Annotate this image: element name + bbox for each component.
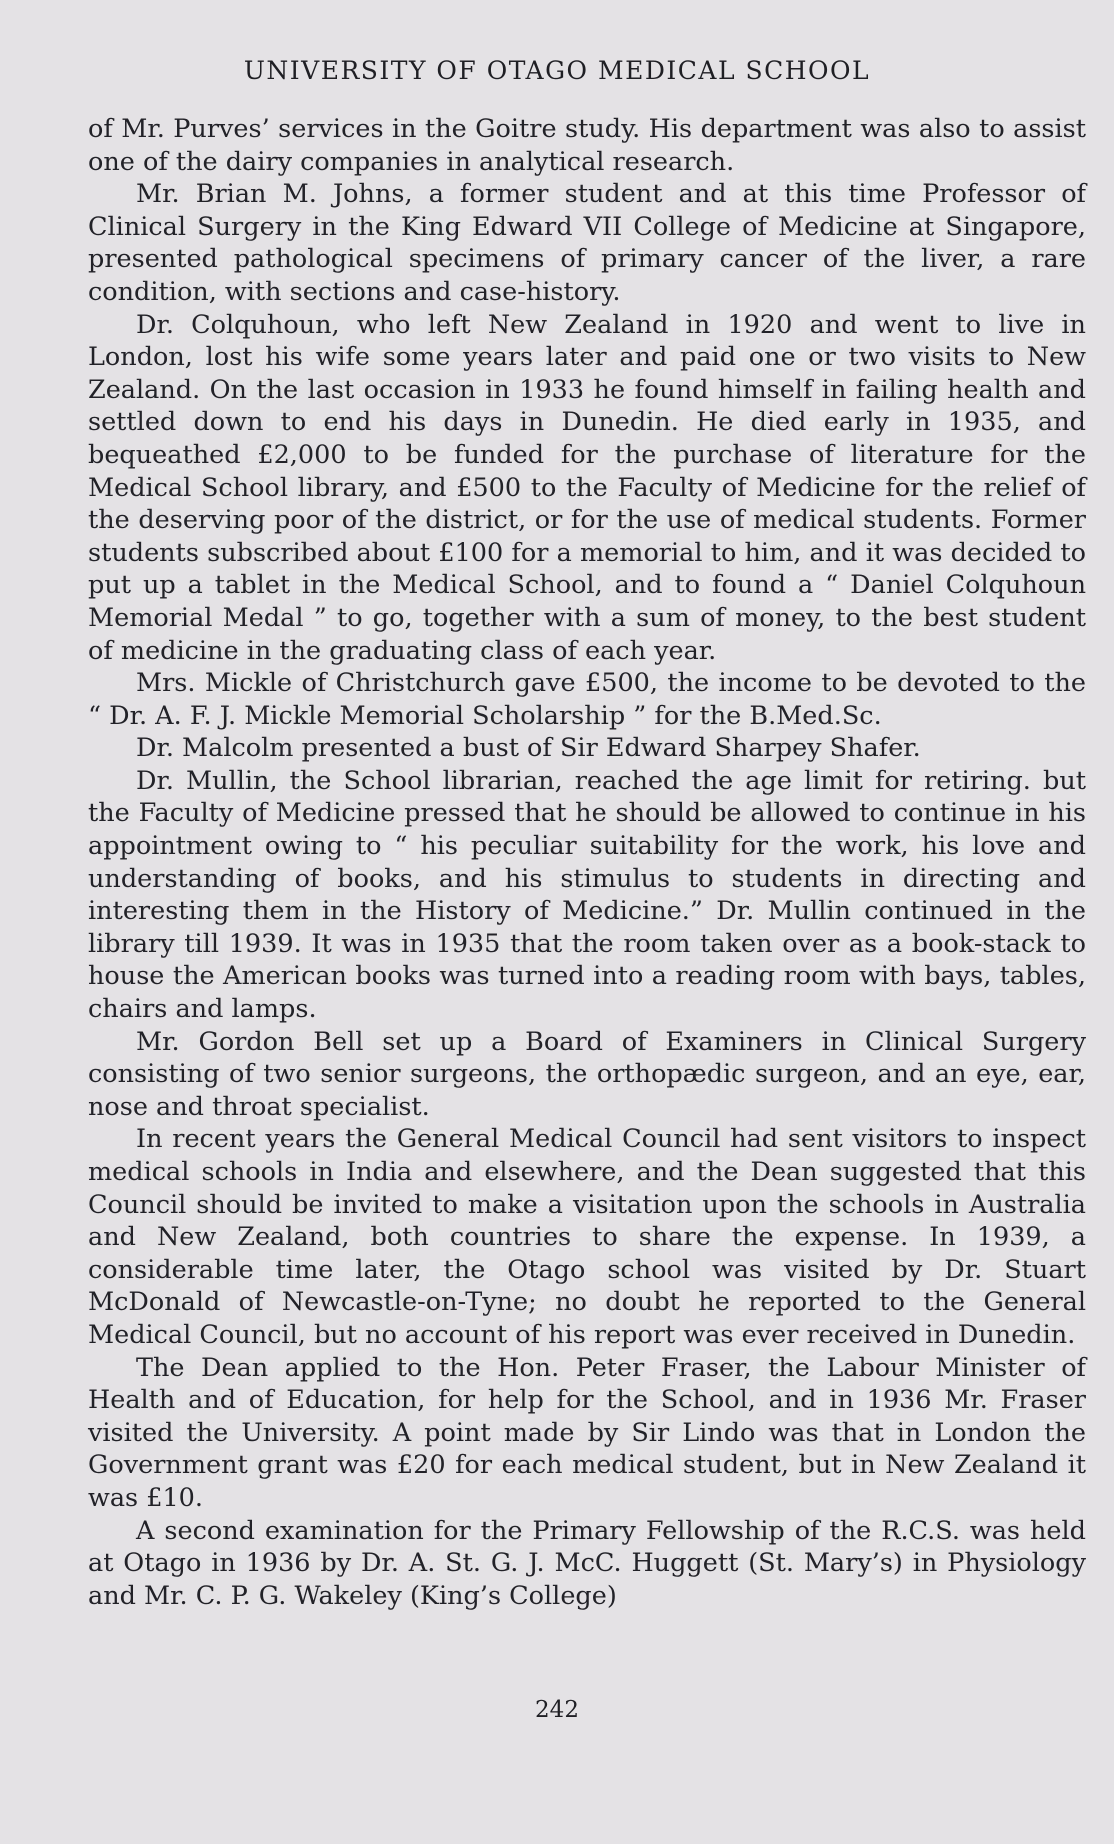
body-text — [88, 113, 1086, 1612]
paragraph-johns: Mr. Brian M. Johns, a former student and at this time Professor of Clinical Surgery in the King Edward VII College of Medicine at Singapore, presented pathological specimens of primary cancer of the liver, a rare condition, with sections and case-history. — [88, 179, 1086, 307]
running-header: UNIVERSITY OF OTAGO MEDICAL SCHOOL — [243, 56, 871, 85]
paragraph-malcolm: Dr. Malcolm presented a bust of Sir Edward Sharpey Shafer. — [136, 733, 921, 764]
paragraph-mickle: Mrs. Mickle of Christchurch gave £500, the income to be devoted to the “ Dr. A. F. J. Mickle Memorial Scholarship ” for the B.Med.Sc. — [88, 668, 1086, 731]
paragraph-purves: of Mr. Purves’ services in the Goitre study. His department was also to assist one of the dairy companies in analytical research. — [88, 114, 1086, 177]
paragraph-gordon-bell: Mr. Gordon Bell set up a Board of Examiners in Clinical Surgery consisting of two senior surgeons, the orthopædic surgeon, and an eye, ear, nose and throat specialist. — [88, 1026, 1086, 1122]
paragraph-fellowship-exam: A second examination for the Primary Fellowship of the R.C.S. was held at Otago in 1936 by Dr. A. St. G. J. McC. Huggett (St. Mary’s) in Physiology and Mr. C. P. G. Wakeley (King’s College) — [88, 1515, 1086, 1611]
paragraph-fraser: The Dean applied to the Hon. Peter Fraser, the Labour Minister of Health and of Education, for help for the School, and in 1936 Mr. Fraser visited the University. A point made by Sir Lindo was that in London the Government grant was £20 for each medical student, but in New Zealand it was £10. — [88, 1352, 1086, 1513]
paragraph-mullin: Dr. Mullin, the School librarian, reached the age limit for retiring. but the Faculty of Medicine pressed that he should be allowed to continue in his appointment owing to “ his peculiar suitability for the work, his love and understanding of books, and his stimulus to students in directing and interesting them in the History of Medicine.” Dr. Mullin continued in the library till 1939. It was in 1935 that the room taken over as a book-stack to house the American books was turned into a reading room with bays, tables, chairs and lamps. — [88, 765, 1086, 1025]
page-number: 242 — [535, 1697, 579, 1723]
paragraph-gmc-visit: In recent years the General Medical Council had sent visitors to inspect medical schools in India and elsewhere, and the Dean suggested that this Council should be invited to make a visitation upon the schools in Australia and New Zealand, both countries to share the expense. In 1939, a considerable time later, the Otago school was visited by Dr. Stuart McDonald of Newcastle-on-Tyne; no doubt he reported to the General Medical Council, but no account of his report was ever received in Dunedin. — [88, 1124, 1086, 1350]
paragraph-colquhoun: Dr. Colquhoun, who left New Zealand in 1920 and went to live in London, lost his wife some years later and paid one or two visits to New Zealand. On the last occasion in 1933 he found himself in failing health and settled down to end his days in Dunedin. He died early in 1935, and bequeathed £2,000 to be funded for the purchase of literature for the Medical School library, and £500 to the Faculty of Medicine for the relief of the deserving poor of the district, or for the use of medical students. Former students subscribed about £100 for a memorial to him, and it was decided to put up a tablet in the Medical School, and to found a “ Daniel Colquhoun Memorial Medal ” to go, together with a sum of money, to the best student of medicine in the graduating class of each year. — [88, 309, 1086, 666]
